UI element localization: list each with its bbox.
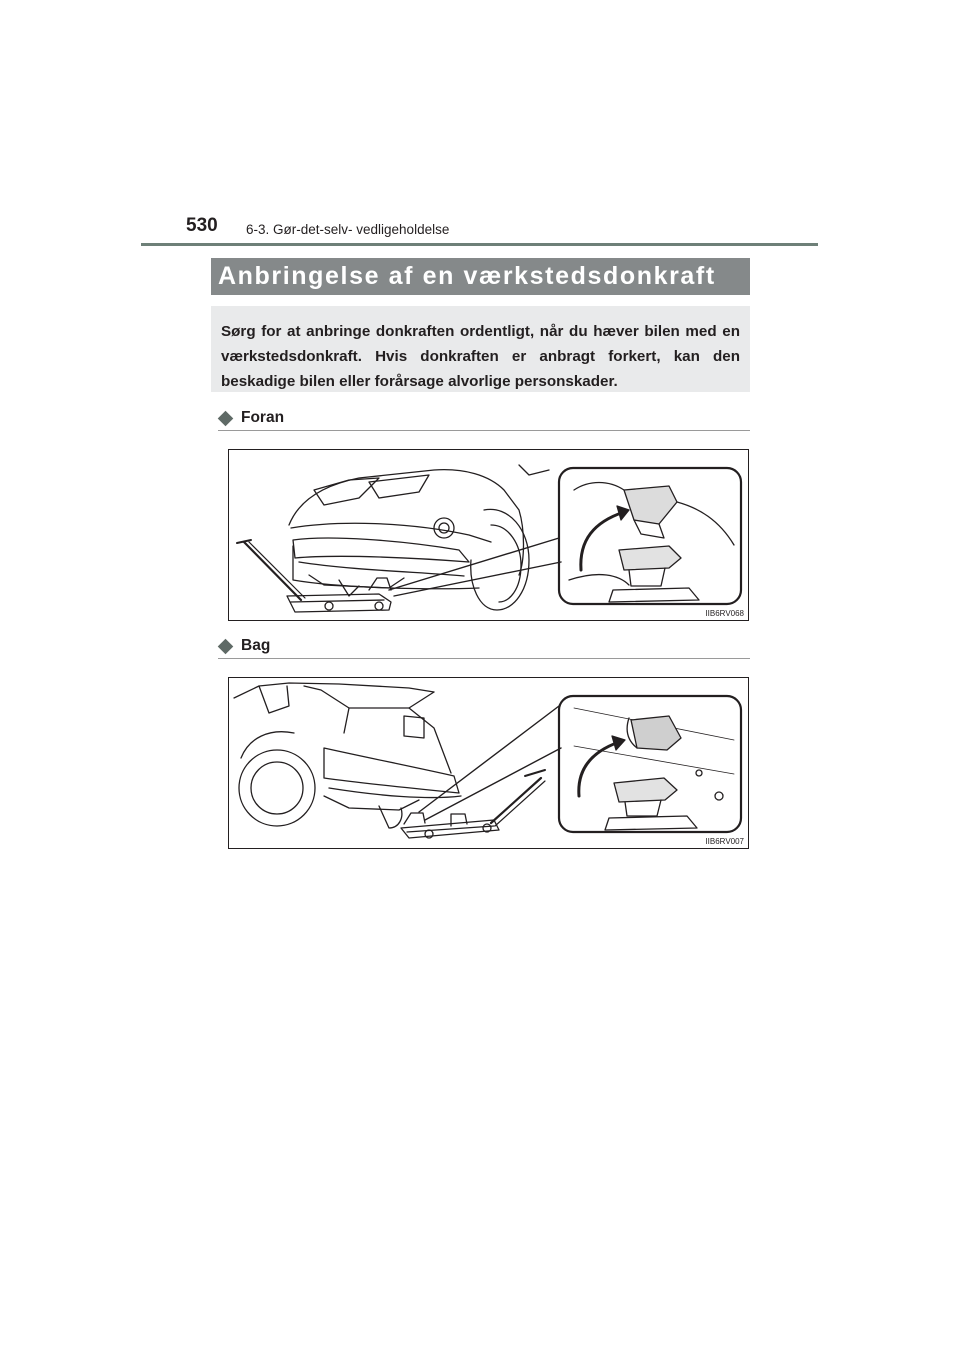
diamond-bullet-icon xyxy=(218,638,234,654)
title-bar xyxy=(211,258,750,295)
subheading-front-label: Foran xyxy=(241,409,285,426)
figure-code: IIB6RV007 xyxy=(705,837,744,846)
section-title: 6-3. Gør-det-selv- vedligeholdelse xyxy=(246,222,450,237)
subheading-front xyxy=(218,406,750,431)
front-jack-figure xyxy=(228,449,749,621)
page-number: 530 xyxy=(186,215,218,236)
subheading-rear xyxy=(218,634,750,659)
intro-box xyxy=(211,306,750,392)
rear-jack-figure xyxy=(228,677,749,849)
page-title: Anbringelse af en værkstedsdonkraft xyxy=(218,262,716,290)
header-rule xyxy=(141,243,818,246)
figure-code: IIB6RV068 xyxy=(705,609,744,618)
intro-text: Sørg for at anbringe donkraften ordentligt, når du hæver bilen med en værkstedsdonkraft. Hvis donkraften er anbragt forkert, kan den beskadige bilen eller forårsage alvorlige personskader. xyxy=(221,323,740,390)
diamond-bullet-icon xyxy=(218,410,234,426)
subheading-rear-label: Bag xyxy=(241,637,271,654)
